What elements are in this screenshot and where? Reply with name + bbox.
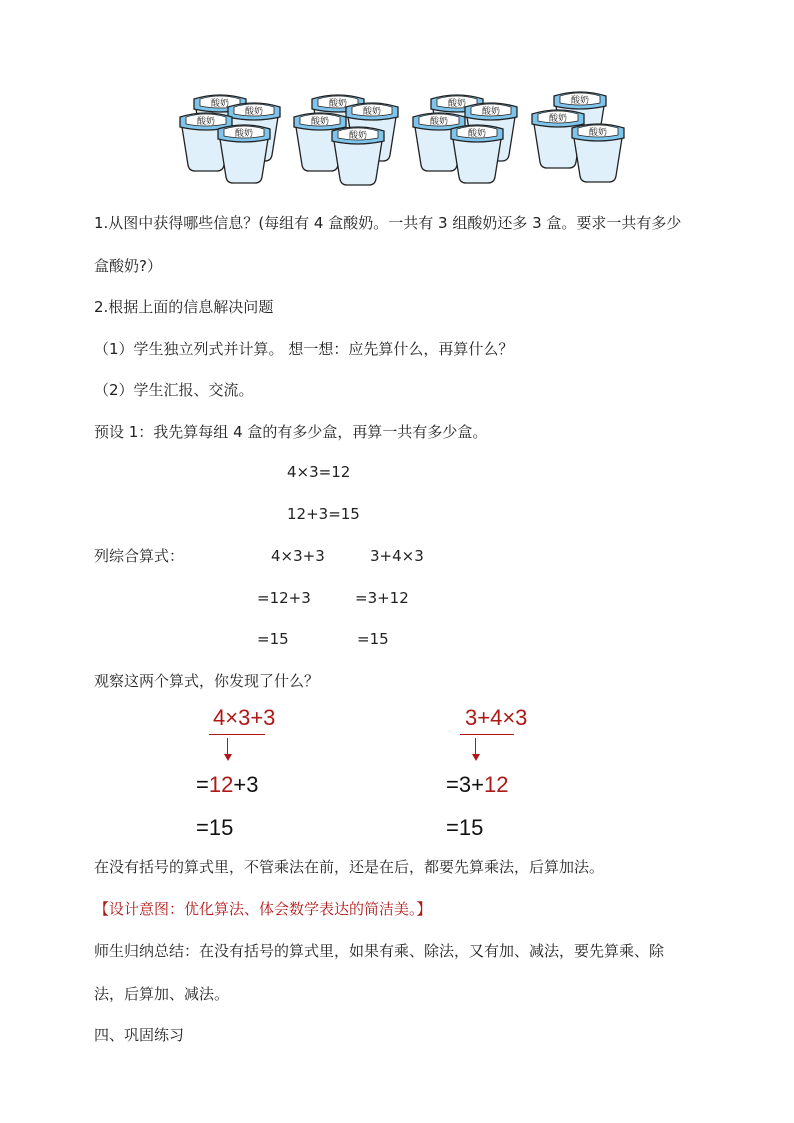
rule-text: 在没有括号的算式里，不管乘法在前，还是在后，都要先算乘法，后算加法。 xyxy=(94,858,605,876)
fig-left-mid-rest: +3 xyxy=(233,772,259,797)
fig-left-bottom: =15 xyxy=(196,815,234,840)
step-1: （1）学生独立列式并计算。 想一想：应先算什么，再算什么？ xyxy=(94,340,514,358)
fig-left-mid xyxy=(196,772,258,798)
summary-line-1: 师生归纳总结：在没有括号的算式里，如果有乘、除法，又有加、减法，要先算乘、除 xyxy=(94,942,665,960)
fig-left-mid-red: 12 xyxy=(208,772,234,797)
yogurt-cup-label: 酸奶 xyxy=(481,107,501,117)
expr-b-line-1: 3+4×3 xyxy=(370,547,424,565)
fig-left-top-add: +3 xyxy=(250,705,276,730)
preset-1: 预设 1：我先算每组 4 盒的有多少盒，再算一共有多少盒。 xyxy=(94,423,488,441)
fig-left-mid-eq: = xyxy=(196,772,209,797)
question-1-line-2: 盒酸奶?） xyxy=(94,257,162,275)
fig-right-mid-eq: = xyxy=(446,772,459,797)
yogurt-cup-label: 酸奶 xyxy=(429,117,449,127)
calc-line-1: 4×3=12 xyxy=(287,463,351,481)
right-underline xyxy=(460,734,514,735)
fig-right-top-add: 3+ xyxy=(465,705,491,730)
right-arrow-head xyxy=(472,754,480,761)
design-intent: 【设计意图：优化算法、体会数学表达的简洁美。】 xyxy=(94,900,432,918)
fig-right-mid xyxy=(446,772,508,798)
yogurt-cup-label: 酸奶 xyxy=(328,99,348,109)
expr-a-line-2: =12+3 xyxy=(257,589,311,607)
fig-right-mid-red: 12 xyxy=(483,772,509,797)
yogurt-cup-label: 酸奶 xyxy=(588,128,608,138)
yogurt-cup-label: 酸奶 xyxy=(548,114,568,124)
yogurt-cup-label: 酸奶 xyxy=(234,129,254,139)
expr-a-line-1: 4×3+3 xyxy=(271,547,325,565)
yogurt-cup-label: 酸奶 xyxy=(362,107,382,117)
step-2: （2）学生汇报、交流。 xyxy=(94,381,254,399)
left-underline xyxy=(209,734,265,735)
expr-b-line-3: =15 xyxy=(357,630,389,648)
left-arrow-head xyxy=(224,754,232,761)
yogurt-cup-label: 酸奶 xyxy=(244,107,264,117)
calc-line-2: 12+3=15 xyxy=(287,505,360,523)
summary-line-2: 法，后算加、减法。 xyxy=(94,985,230,1003)
observe-question: 观察这两个算式，你发现了什么？ xyxy=(94,672,320,690)
question-1-line-1: 1.从图中获得哪些信息？(每组有 4 盒酸奶。一共有 3 组酸奶还多 3 盒。要求一共有多少 xyxy=(94,214,682,232)
fig-right-top-mult: 4×3 xyxy=(490,705,528,730)
yogurt-cup-label: 酸奶 xyxy=(310,117,330,127)
fig-left-top-mult: 4×3 xyxy=(213,705,251,730)
fig-right-mid-plus: + xyxy=(471,772,484,797)
fig-left-top xyxy=(213,705,275,731)
yogurt-illustration xyxy=(0,0,794,200)
expr-b-line-2: =3+12 xyxy=(355,589,409,607)
yogurt-cup-label: 酸奶 xyxy=(348,131,368,141)
section-4-heading: 四、巩固练习 xyxy=(94,1026,185,1044)
yogurt-cup-label: 酸奶 xyxy=(210,99,230,109)
yogurt-cup-label: 酸奶 xyxy=(467,129,487,139)
fig-right-mid-first: 3 xyxy=(458,772,472,797)
yogurt-cup-label: 酸奶 xyxy=(447,99,467,109)
fig-right-bottom: =15 xyxy=(446,815,484,840)
combined-label: 列综合算式： xyxy=(94,547,185,565)
right-arrow-shaft xyxy=(475,738,476,754)
yogurt-cup-label: 酸奶 xyxy=(570,96,590,106)
expr-a-line-3: =15 xyxy=(257,630,289,648)
yogurt-cup-label: 酸奶 xyxy=(196,117,216,127)
left-arrow-shaft xyxy=(227,738,228,754)
yogurt-group-1 xyxy=(180,95,280,183)
fig-right-top xyxy=(465,705,527,731)
question-2: 2.根据上面的信息解决问题 xyxy=(94,298,274,316)
